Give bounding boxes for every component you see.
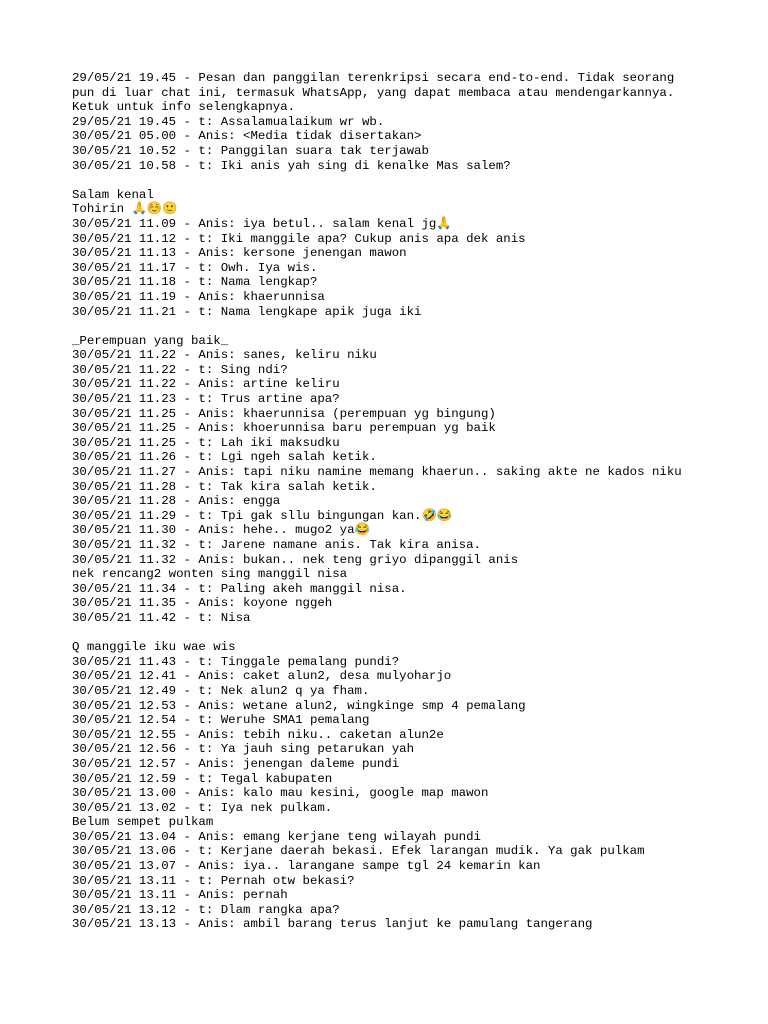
chat-line: 30/05/21 12.49 - t: Nek alun2 q ya fham. bbox=[72, 683, 370, 698]
chat-line: 30/05/21 11.17 - t: Owh. Iya wis. bbox=[72, 260, 318, 275]
chat-line: 30/05/21 12.57 - Anis: jenengan daleme pundi bbox=[72, 756, 400, 771]
chat-line: 30/05/21 11.34 - t: Paling akeh manggil nisa. bbox=[72, 581, 407, 596]
chat-line: nek rencang2 wonten sing manggil nisa bbox=[72, 567, 348, 582]
chat-line: 30/05/21 11.28 - Anis: engga bbox=[72, 494, 281, 509]
chat-line: 30/05/21 11.29 - t: Tpi gak sllu bingungan kan.🤣😂 bbox=[72, 508, 453, 523]
chat-line: 30/05/21 13.06 - t: Kerjane daerah bekasi. Efek larangan mudik. Ya gak pulkam bbox=[72, 844, 645, 859]
chat-line: 30/05/21 11.13 - Anis: kersone jenengan mawon bbox=[72, 246, 407, 261]
chat-line: 30/05/21 11.26 - t: Lgi ngeh salah ketik. bbox=[72, 450, 377, 465]
chat-line: 30/05/21 05.00 - Anis: <Media tidak disertakan> bbox=[72, 129, 422, 144]
chat-line: 30/05/21 11.12 - t: Iki manggile apa? Cukup anis apa dek anis bbox=[72, 231, 526, 246]
chat-line: 30/05/21 11.32 - Anis: bukan.. nek teng griyo dipanggil anis bbox=[72, 552, 519, 567]
chat-line: 30/05/21 11.21 - t: Nama lengkape apik juga iki bbox=[72, 304, 422, 319]
chat-line: 30/05/21 13.13 - Anis: ambil barang terus lanjut ke pamulang tangerang bbox=[72, 917, 593, 932]
chat-line: 30/05/21 12.59 - t: Tegal kabupaten bbox=[72, 771, 333, 786]
chat-line: Tohirin 🙏☺️🙂 bbox=[72, 202, 178, 217]
chat-line: 30/05/21 11.43 - t: Tinggale pemalang pundi? bbox=[72, 654, 400, 669]
chat-line: 30/05/21 11.27 - Anis: tapi niku namine memang khaerun.. saking akte ne kados niku bbox=[72, 465, 682, 480]
chat-line: 30/05/21 11.22 - Anis: sanes, keliru niku bbox=[72, 348, 377, 363]
chat-line: 30/05/21 11.35 - Anis: koyone nggeh bbox=[72, 596, 333, 611]
chat-line: 30/05/21 13.00 - Anis: kalo mau kesini, google map mawon bbox=[72, 786, 489, 801]
chat-line: 30/05/21 11.28 - t: Tak kira salah ketik. bbox=[72, 479, 377, 494]
chat-line: 30/05/21 11.30 - Anis: hehe.. mugo2 ya😂 bbox=[72, 523, 370, 538]
chat-line: 30/05/21 12.56 - t: Ya jauh sing petarukan yah bbox=[72, 742, 415, 757]
chat-line: 30/05/21 11.22 - t: Sing ndi? bbox=[72, 362, 288, 377]
chat-line: Q manggile iku wae wis bbox=[72, 640, 236, 655]
chat-line: 30/05/21 10.58 - t: Iki anis yah sing di kenalke Mas salem? bbox=[72, 158, 511, 173]
chat-line: 29/05/21 19.45 - t: Assalamualaikum wr wb. bbox=[72, 114, 385, 129]
chat-line: 30/05/21 13.07 - Anis: iya.. larangane sampe tgl 24 kemarin kan bbox=[72, 859, 541, 874]
chat-line: 30/05/21 13.02 - t: Iya nek pulkam. bbox=[72, 800, 333, 815]
chat-line: 30/05/21 11.42 - t: Nisa bbox=[72, 610, 251, 625]
chat-line: 30/05/21 11.25 - Anis: khaerunnisa (perempuan yg bingung) bbox=[72, 406, 496, 421]
chat-line: Belum sempet pulkam bbox=[72, 815, 214, 830]
blank-line bbox=[72, 319, 712, 334]
chat-line: 30/05/21 11.25 - t: Lah iki maksudku bbox=[72, 435, 340, 450]
chat-line: 30/05/21 12.41 - Anis: caket alun2, desa mulyoharjo bbox=[72, 669, 452, 684]
chat-line: 29/05/21 19.45 - Pesan dan panggilan terenkripsi secara end-to-end. Tidak seorang bbox=[72, 71, 675, 85]
chat-line: 30/05/21 11.25 - Anis: khoerunnisa baru perempuan yg baik bbox=[72, 421, 496, 436]
chat-line: Ketuk untuk info selengkapnya. bbox=[72, 100, 296, 115]
chat-line: 30/05/21 12.54 - t: Weruhe SMA1 pemalang bbox=[72, 713, 370, 728]
chat-line: Salam kenal bbox=[72, 187, 154, 202]
chat-line: 30/05/21 12.55 - Anis: tebih niku.. caketan alun2e bbox=[72, 727, 444, 742]
chat-line: 30/05/21 13.11 - t: Pernah otw bekasi? bbox=[72, 873, 355, 888]
blank-line bbox=[72, 173, 712, 188]
chat-line: 30/05/21 11.23 - t: Trus artine apa? bbox=[72, 392, 340, 407]
chat-line: 30/05/21 11.18 - t: Nama lengkap? bbox=[72, 275, 318, 290]
blank-line bbox=[72, 626, 712, 641]
chat-line: 30/05/21 12.53 - Anis: wetane alun2, wingkinge smp 4 pemalang bbox=[72, 698, 526, 713]
chat-line: 30/05/21 11.32 - t: Jarene namane anis. Tak kira anisa. bbox=[72, 538, 481, 552]
chat-line: 30/05/21 13.04 - Anis: emang kerjane teng wilayah pundi bbox=[72, 829, 481, 844]
chat-line: pun di luar chat ini, termasuk WhatsApp, yang dapat membaca atau mendengarkannya. bbox=[72, 85, 675, 100]
chat-line: 30/05/21 10.52 - t: Panggilan suara tak terjawab bbox=[72, 143, 429, 158]
chat-line: _Perempuan yang baik_ bbox=[72, 333, 229, 348]
chat-line: 30/05/21 11.09 - Anis: iya betul.. salam kenal jg🙏 bbox=[72, 216, 452, 231]
chat-export-page bbox=[72, 71, 712, 932]
chat-line: 30/05/21 13.12 - t: Dlam rangka apa? bbox=[72, 902, 340, 917]
chat-line: 30/05/21 11.22 - Anis: artine keliru bbox=[72, 377, 340, 392]
chat-line: 30/05/21 11.19 - Anis: khaerunnisa bbox=[72, 289, 325, 304]
chat-line: 30/05/21 13.11 - Anis: pernah bbox=[72, 888, 288, 903]
